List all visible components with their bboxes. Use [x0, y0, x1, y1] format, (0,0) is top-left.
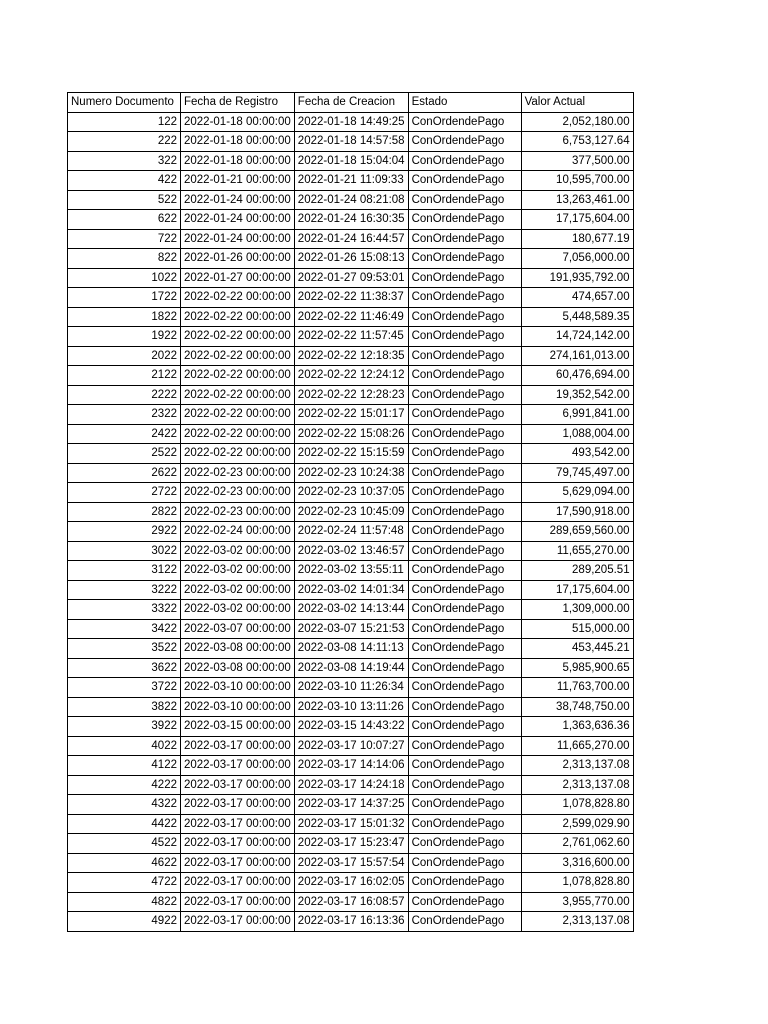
estado-cell: ConOrdendePago	[408, 912, 521, 932]
numero-documento-cell: 422	[68, 171, 181, 191]
valor-actual-cell: 60,476,694.00	[521, 366, 633, 386]
numero-documento-cell: 222	[68, 132, 181, 152]
estado-cell: ConOrdendePago	[408, 171, 521, 191]
fecha-de-registro-cell: 2022-02-22 00:00:00	[181, 307, 295, 327]
estado-cell: ConOrdendePago	[408, 775, 521, 795]
fecha-de-creacion-cell: 2022-02-22 11:57:45	[294, 327, 408, 347]
estado-cell: ConOrdendePago	[408, 619, 521, 639]
valor-actual-cell: 5,448,589.35	[521, 307, 633, 327]
estado-cell: ConOrdendePago	[408, 327, 521, 347]
numero-documento-cell: 1722	[68, 288, 181, 308]
header-numero-documento: Numero Documento	[68, 93, 181, 113]
fecha-de-creacion-cell: 2022-03-08 14:19:44	[294, 658, 408, 678]
valor-actual-cell: 10,595,700.00	[521, 171, 633, 191]
header-fecha-de-registro: Fecha de Registro	[181, 93, 295, 113]
fecha-de-creacion-cell: 2022-03-17 14:37:25	[294, 795, 408, 815]
fecha-de-creacion-cell: 2022-03-17 14:24:18	[294, 775, 408, 795]
valor-actual-cell: 17,590,918.00	[521, 502, 633, 522]
numero-documento-cell: 522	[68, 190, 181, 210]
table-row	[68, 756, 634, 776]
fecha-de-registro-cell: 2022-01-24 00:00:00	[181, 210, 295, 230]
table-row	[68, 717, 634, 737]
valor-actual-cell: 19,352,542.00	[521, 385, 633, 405]
table-row	[68, 873, 634, 893]
numero-documento-cell: 322	[68, 151, 181, 171]
table-row	[68, 522, 634, 542]
numero-documento-cell: 2822	[68, 502, 181, 522]
header-row	[68, 93, 634, 113]
numero-documento-cell: 3522	[68, 639, 181, 659]
estado-cell: ConOrdendePago	[408, 229, 521, 249]
fecha-de-creacion-cell: 2022-01-26 15:08:13	[294, 249, 408, 269]
fecha-de-registro-cell: 2022-03-02 00:00:00	[181, 561, 295, 581]
fecha-de-registro-cell: 2022-01-21 00:00:00	[181, 171, 295, 191]
estado-cell: ConOrdendePago	[408, 385, 521, 405]
numero-documento-cell: 3322	[68, 600, 181, 620]
fecha-de-registro-cell: 2022-03-17 00:00:00	[181, 775, 295, 795]
table-row	[68, 834, 634, 854]
fecha-de-registro-cell: 2022-02-22 00:00:00	[181, 444, 295, 464]
numero-documento-cell: 2422	[68, 424, 181, 444]
table-row	[68, 112, 634, 132]
estado-cell: ConOrdendePago	[408, 405, 521, 425]
valor-actual-cell: 377,500.00	[521, 151, 633, 171]
valor-actual-cell: 474,657.00	[521, 288, 633, 308]
estado-cell: ConOrdendePago	[408, 210, 521, 230]
fecha-de-creacion-cell: 2022-01-18 15:04:04	[294, 151, 408, 171]
table-row	[68, 307, 634, 327]
estado-cell: ConOrdendePago	[408, 697, 521, 717]
fecha-de-registro-cell: 2022-03-17 00:00:00	[181, 853, 295, 873]
fecha-de-registro-cell: 2022-02-22 00:00:00	[181, 327, 295, 347]
table-row	[68, 853, 634, 873]
estado-cell: ConOrdendePago	[408, 307, 521, 327]
table-row	[68, 541, 634, 561]
estado-cell: ConOrdendePago	[408, 639, 521, 659]
table-row	[68, 580, 634, 600]
fecha-de-registro-cell: 2022-03-02 00:00:00	[181, 600, 295, 620]
fecha-de-creacion-cell: 2022-03-17 15:01:32	[294, 814, 408, 834]
table-row	[68, 561, 634, 581]
document-table	[67, 92, 634, 932]
numero-documento-cell: 3822	[68, 697, 181, 717]
fecha-de-creacion-cell: 2022-03-17 14:14:06	[294, 756, 408, 776]
valor-actual-cell: 13,263,461.00	[521, 190, 633, 210]
table-row	[68, 658, 634, 678]
estado-cell: ConOrdendePago	[408, 600, 521, 620]
estado-cell: ConOrdendePago	[408, 249, 521, 269]
numero-documento-cell: 4522	[68, 834, 181, 854]
numero-documento-cell: 2322	[68, 405, 181, 425]
table-row	[68, 424, 634, 444]
table-row	[68, 444, 634, 464]
estado-cell: ConOrdendePago	[408, 190, 521, 210]
fecha-de-creacion-cell: 2022-03-15 14:43:22	[294, 717, 408, 737]
fecha-de-registro-cell: 2022-03-02 00:00:00	[181, 580, 295, 600]
fecha-de-creacion-cell: 2022-01-21 11:09:33	[294, 171, 408, 191]
valor-actual-cell: 2,052,180.00	[521, 112, 633, 132]
estado-cell: ConOrdendePago	[408, 834, 521, 854]
numero-documento-cell: 3922	[68, 717, 181, 737]
fecha-de-creacion-cell: 2022-03-17 15:23:47	[294, 834, 408, 854]
valor-actual-cell: 274,161,013.00	[521, 346, 633, 366]
fecha-de-registro-cell: 2022-02-22 00:00:00	[181, 385, 295, 405]
valor-actual-cell: 7,056,000.00	[521, 249, 633, 269]
estado-cell: ConOrdendePago	[408, 112, 521, 132]
fecha-de-creacion-cell: 2022-02-23 10:24:38	[294, 463, 408, 483]
table-row	[68, 288, 634, 308]
table-row	[68, 697, 634, 717]
fecha-de-creacion-cell: 2022-01-18 14:49:25	[294, 112, 408, 132]
valor-actual-cell: 3,316,600.00	[521, 853, 633, 873]
fecha-de-creacion-cell: 2022-03-10 11:26:34	[294, 678, 408, 698]
table-row	[68, 463, 634, 483]
numero-documento-cell: 722	[68, 229, 181, 249]
valor-actual-cell: 2,313,137.08	[521, 912, 633, 932]
fecha-de-registro-cell: 2022-01-26 00:00:00	[181, 249, 295, 269]
numero-documento-cell: 1022	[68, 268, 181, 288]
valor-actual-cell: 2,761,062.60	[521, 834, 633, 854]
valor-actual-cell: 1,078,828.80	[521, 873, 633, 893]
fecha-de-creacion-cell: 2022-02-23 10:37:05	[294, 483, 408, 503]
fecha-de-registro-cell: 2022-02-23 00:00:00	[181, 483, 295, 503]
fecha-de-registro-cell: 2022-02-22 00:00:00	[181, 424, 295, 444]
numero-documento-cell: 4422	[68, 814, 181, 834]
fecha-de-registro-cell: 2022-01-27 00:00:00	[181, 268, 295, 288]
valor-actual-cell: 5,629,094.00	[521, 483, 633, 503]
fecha-de-creacion-cell: 2022-02-22 12:28:23	[294, 385, 408, 405]
valor-actual-cell: 453,445.21	[521, 639, 633, 659]
fecha-de-registro-cell: 2022-03-17 00:00:00	[181, 873, 295, 893]
valor-actual-cell: 180,677.19	[521, 229, 633, 249]
fecha-de-creacion-cell: 2022-03-02 13:55:11	[294, 561, 408, 581]
fecha-de-creacion-cell: 2022-03-02 13:46:57	[294, 541, 408, 561]
fecha-de-creacion-cell: 2022-03-17 15:57:54	[294, 853, 408, 873]
numero-documento-cell: 3022	[68, 541, 181, 561]
estado-cell: ConOrdendePago	[408, 502, 521, 522]
numero-documento-cell: 2022	[68, 346, 181, 366]
valor-actual-cell: 5,985,900.65	[521, 658, 633, 678]
estado-cell: ConOrdendePago	[408, 366, 521, 386]
fecha-de-registro-cell: 2022-03-17 00:00:00	[181, 736, 295, 756]
table-row	[68, 366, 634, 386]
table-row	[68, 249, 634, 269]
numero-documento-cell: 822	[68, 249, 181, 269]
fecha-de-registro-cell: 2022-01-18 00:00:00	[181, 132, 295, 152]
estado-cell: ConOrdendePago	[408, 814, 521, 834]
fecha-de-registro-cell: 2022-01-18 00:00:00	[181, 112, 295, 132]
estado-cell: ConOrdendePago	[408, 561, 521, 581]
estado-cell: ConOrdendePago	[408, 580, 521, 600]
fecha-de-registro-cell: 2022-03-15 00:00:00	[181, 717, 295, 737]
fecha-de-creacion-cell: 2022-01-18 14:57:58	[294, 132, 408, 152]
numero-documento-cell: 3722	[68, 678, 181, 698]
fecha-de-registro-cell: 2022-03-10 00:00:00	[181, 678, 295, 698]
estado-cell: ConOrdendePago	[408, 522, 521, 542]
valor-actual-cell: 6,753,127.64	[521, 132, 633, 152]
numero-documento-cell: 4322	[68, 795, 181, 815]
fecha-de-creacion-cell: 2022-03-10 13:11:26	[294, 697, 408, 717]
estado-cell: ConOrdendePago	[408, 346, 521, 366]
fecha-de-creacion-cell: 2022-03-17 16:13:36	[294, 912, 408, 932]
valor-actual-cell: 6,991,841.00	[521, 405, 633, 425]
table-row	[68, 346, 634, 366]
fecha-de-creacion-cell: 2022-01-27 09:53:01	[294, 268, 408, 288]
valor-actual-cell: 11,655,270.00	[521, 541, 633, 561]
estado-cell: ConOrdendePago	[408, 678, 521, 698]
fecha-de-creacion-cell: 2022-03-08 14:11:13	[294, 639, 408, 659]
numero-documento-cell: 1922	[68, 327, 181, 347]
estado-cell: ConOrdendePago	[408, 658, 521, 678]
valor-actual-cell: 2,313,137.08	[521, 756, 633, 776]
table-row	[68, 327, 634, 347]
fecha-de-registro-cell: 2022-01-18 00:00:00	[181, 151, 295, 171]
numero-documento-cell: 4222	[68, 775, 181, 795]
estado-cell: ConOrdendePago	[408, 132, 521, 152]
valor-actual-cell: 515,000.00	[521, 619, 633, 639]
fecha-de-registro-cell: 2022-03-07 00:00:00	[181, 619, 295, 639]
estado-cell: ConOrdendePago	[408, 151, 521, 171]
header-valor-actual: Valor Actual	[521, 93, 633, 113]
table-body	[68, 112, 634, 931]
valor-actual-cell: 2,599,029.90	[521, 814, 633, 834]
fecha-de-creacion-cell: 2022-02-22 12:18:35	[294, 346, 408, 366]
valor-actual-cell: 11,665,270.00	[521, 736, 633, 756]
table-row	[68, 483, 634, 503]
table-row	[68, 795, 634, 815]
numero-documento-cell: 2122	[68, 366, 181, 386]
numero-documento-cell: 4922	[68, 912, 181, 932]
estado-cell: ConOrdendePago	[408, 853, 521, 873]
table-row	[68, 912, 634, 932]
table-row	[68, 775, 634, 795]
fecha-de-creacion-cell: 2022-02-22 11:38:37	[294, 288, 408, 308]
valor-actual-cell: 38,748,750.00	[521, 697, 633, 717]
table-row	[68, 736, 634, 756]
header-fecha-de-creacion: Fecha de Creacion	[294, 93, 408, 113]
valor-actual-cell: 79,745,497.00	[521, 463, 633, 483]
estado-cell: ConOrdendePago	[408, 424, 521, 444]
estado-cell: ConOrdendePago	[408, 463, 521, 483]
fecha-de-creacion-cell: 2022-01-24 16:44:57	[294, 229, 408, 249]
fecha-de-registro-cell: 2022-02-22 00:00:00	[181, 288, 295, 308]
valor-actual-cell: 17,175,604.00	[521, 580, 633, 600]
estado-cell: ConOrdendePago	[408, 268, 521, 288]
valor-actual-cell: 1,363,636.36	[521, 717, 633, 737]
numero-documento-cell: 2222	[68, 385, 181, 405]
estado-cell: ConOrdendePago	[408, 873, 521, 893]
table-row	[68, 619, 634, 639]
valor-actual-cell: 191,935,792.00	[521, 268, 633, 288]
numero-documento-cell: 4722	[68, 873, 181, 893]
estado-cell: ConOrdendePago	[408, 444, 521, 464]
fecha-de-creacion-cell: 2022-03-17 16:02:05	[294, 873, 408, 893]
fecha-de-registro-cell: 2022-03-17 00:00:00	[181, 834, 295, 854]
fecha-de-registro-cell: 2022-02-23 00:00:00	[181, 463, 295, 483]
numero-documento-cell: 4122	[68, 756, 181, 776]
fecha-de-creacion-cell: 2022-02-23 10:45:09	[294, 502, 408, 522]
valor-actual-cell: 493,542.00	[521, 444, 633, 464]
numero-documento-cell: 2622	[68, 463, 181, 483]
numero-documento-cell: 4022	[68, 736, 181, 756]
fecha-de-creacion-cell: 2022-03-17 10:07:27	[294, 736, 408, 756]
fecha-de-creacion-cell: 2022-02-22 12:24:12	[294, 366, 408, 386]
fecha-de-registro-cell: 2022-03-02 00:00:00	[181, 541, 295, 561]
numero-documento-cell: 3222	[68, 580, 181, 600]
fecha-de-registro-cell: 2022-02-22 00:00:00	[181, 405, 295, 425]
numero-documento-cell: 2722	[68, 483, 181, 503]
fecha-de-registro-cell: 2022-03-08 00:00:00	[181, 658, 295, 678]
fecha-de-registro-cell: 2022-02-22 00:00:00	[181, 346, 295, 366]
fecha-de-creacion-cell: 2022-02-22 15:08:26	[294, 424, 408, 444]
fecha-de-registro-cell: 2022-03-17 00:00:00	[181, 814, 295, 834]
fecha-de-registro-cell: 2022-01-24 00:00:00	[181, 190, 295, 210]
numero-documento-cell: 122	[68, 112, 181, 132]
numero-documento-cell: 3422	[68, 619, 181, 639]
fecha-de-registro-cell: 2022-02-23 00:00:00	[181, 502, 295, 522]
fecha-de-creacion-cell: 2022-02-22 11:46:49	[294, 307, 408, 327]
table-row	[68, 678, 634, 698]
valor-actual-cell: 2,313,137.08	[521, 775, 633, 795]
numero-documento-cell: 3122	[68, 561, 181, 581]
estado-cell: ConOrdendePago	[408, 541, 521, 561]
valor-actual-cell: 3,955,770.00	[521, 892, 633, 912]
fecha-de-registro-cell: 2022-03-17 00:00:00	[181, 795, 295, 815]
estado-cell: ConOrdendePago	[408, 892, 521, 912]
table-row	[68, 132, 634, 152]
fecha-de-registro-cell: 2022-03-17 00:00:00	[181, 912, 295, 932]
estado-cell: ConOrdendePago	[408, 483, 521, 503]
numero-documento-cell: 1822	[68, 307, 181, 327]
fecha-de-creacion-cell: 2022-01-24 08:21:08	[294, 190, 408, 210]
fecha-de-creacion-cell: 2022-01-24 16:30:35	[294, 210, 408, 230]
fecha-de-registro-cell: 2022-03-17 00:00:00	[181, 892, 295, 912]
valor-actual-cell: 11,763,700.00	[521, 678, 633, 698]
table-row	[68, 151, 634, 171]
valor-actual-cell: 289,659,560.00	[521, 522, 633, 542]
valor-actual-cell: 17,175,604.00	[521, 210, 633, 230]
fecha-de-registro-cell: 2022-01-24 00:00:00	[181, 229, 295, 249]
numero-documento-cell: 2922	[68, 522, 181, 542]
table-row	[68, 171, 634, 191]
numero-documento-cell: 622	[68, 210, 181, 230]
numero-documento-cell: 3622	[68, 658, 181, 678]
estado-cell: ConOrdendePago	[408, 288, 521, 308]
numero-documento-cell: 4622	[68, 853, 181, 873]
valor-actual-cell: 289,205.51	[521, 561, 633, 581]
fecha-de-registro-cell: 2022-02-24 00:00:00	[181, 522, 295, 542]
valor-actual-cell: 14,724,142.00	[521, 327, 633, 347]
estado-cell: ConOrdendePago	[408, 736, 521, 756]
table-row	[68, 210, 634, 230]
fecha-de-registro-cell: 2022-03-08 00:00:00	[181, 639, 295, 659]
table-row	[68, 502, 634, 522]
estado-cell: ConOrdendePago	[408, 795, 521, 815]
table-row	[68, 385, 634, 405]
table-header	[68, 93, 634, 113]
numero-documento-cell: 4822	[68, 892, 181, 912]
fecha-de-creacion-cell: 2022-02-22 15:01:17	[294, 405, 408, 425]
header-estado: Estado	[408, 93, 521, 113]
fecha-de-creacion-cell: 2022-03-02 14:01:34	[294, 580, 408, 600]
estado-cell: ConOrdendePago	[408, 717, 521, 737]
table-row	[68, 814, 634, 834]
fecha-de-creacion-cell: 2022-03-07 15:21:53	[294, 619, 408, 639]
estado-cell: ConOrdendePago	[408, 756, 521, 776]
table-row	[68, 190, 634, 210]
fecha-de-creacion-cell: 2022-03-02 14:13:44	[294, 600, 408, 620]
fecha-de-registro-cell: 2022-02-22 00:00:00	[181, 366, 295, 386]
valor-actual-cell: 1,309,000.00	[521, 600, 633, 620]
table-row	[68, 892, 634, 912]
fecha-de-creacion-cell: 2022-03-17 16:08:57	[294, 892, 408, 912]
table-row	[68, 229, 634, 249]
table-row	[68, 639, 634, 659]
numero-documento-cell: 2522	[68, 444, 181, 464]
valor-actual-cell: 1,088,004.00	[521, 424, 633, 444]
valor-actual-cell: 1,078,828.80	[521, 795, 633, 815]
fecha-de-registro-cell: 2022-03-17 00:00:00	[181, 756, 295, 776]
fecha-de-creacion-cell: 2022-02-24 11:57:48	[294, 522, 408, 542]
table-row	[68, 405, 634, 425]
table-row	[68, 268, 634, 288]
fecha-de-creacion-cell: 2022-02-22 15:15:59	[294, 444, 408, 464]
table-row	[68, 600, 634, 620]
fecha-de-registro-cell: 2022-03-10 00:00:00	[181, 697, 295, 717]
